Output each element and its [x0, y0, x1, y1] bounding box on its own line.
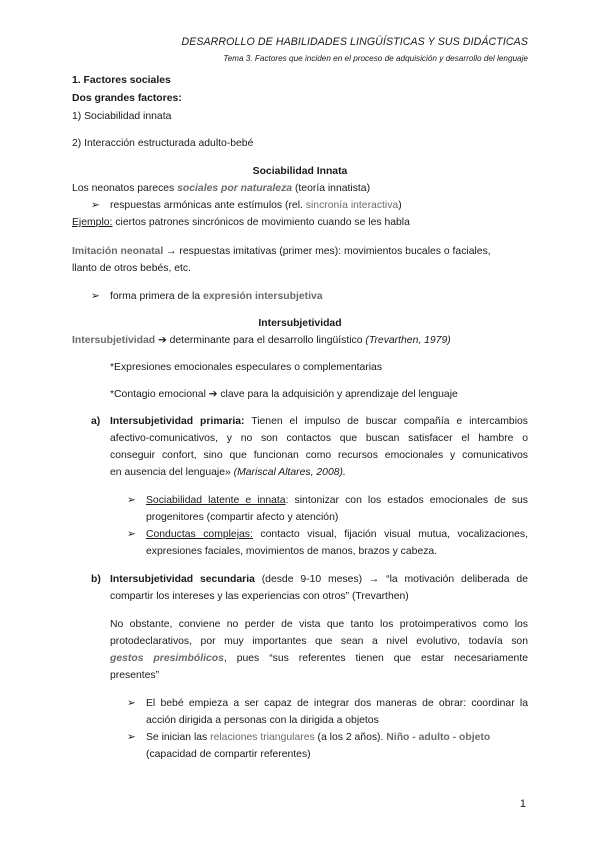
secundaria-bullet-1-line-2: acción dirigida a personas con la dirigida a objetos [146, 715, 379, 726]
imitacion-line-2: llanto de otros bebés, etc. [72, 263, 191, 274]
sociabilidad-line-1: Los neonatos pareces sociales por naturaleza (teoría innatista) [72, 183, 371, 194]
secundaria-bullet-1-line-1: El bebé empieza a ser capaz de integrar dos maneras de obrar: coordinar la [146, 698, 528, 709]
primaria-line-3: conseguir confort, sino que funcionan como recursos emocionales y comunicativos [110, 450, 528, 461]
imitacion-line-1: Imitación neonatal → respuestas imitativas (primer mes): movimientos bucales o faciales, [72, 246, 491, 257]
paragraph-line-2: protodeclarativos, por muy importantes que sean a nivel evolutivo, todavía son [110, 636, 528, 647]
sociabilidad-example: Ejemplo: ciertos patrones sincrónicos de movimiento cuando se les habla [72, 217, 410, 228]
paragraph-line-1: No obstante, conviene no perder de vista que tanto los protoimperativos como los [110, 619, 528, 630]
section-heading: 1. Factores sociales [72, 75, 171, 86]
arrow-bullet-icon: ➢ [91, 291, 100, 302]
sociabilidad-line-6: forma primera de la expresión intersubjetiva [110, 291, 323, 302]
primaria-bullet-2-line-1: Conductas complejas: contacto visual, fijación visual mutua, vocalizaciones, [146, 529, 528, 540]
intersub-line-3: *Contagio emocional ➔ clave para la adquisición y aprendizaje del lenguaje [110, 389, 458, 400]
secundaria-line-1: Intersubjetividad secundaria (desde 9-10 meses) → “la motivación deliberada de [110, 574, 528, 585]
primaria-line-1: Intersubjetividad primaria: Tienen el impulso de buscar compañía e intercambios [110, 416, 528, 427]
factor-item-1: 1) Sociabilidad innata [72, 111, 172, 122]
arrow-bullet-icon: ➢ [127, 529, 136, 540]
intersub-line-2: *Expresiones emocionales especulares o complementarias [110, 362, 383, 373]
paragraph-line-3: gestos presimbólicos, pues “sus referentes tienen que estar necesariamente [110, 653, 529, 664]
factor-item-2: 2) Interacción estructurada adulto-bebé [72, 138, 254, 149]
primaria-line-4: en ausencia del lenguaje» (Mariscal Altares, 2008). [110, 467, 346, 478]
secundaria-bullet-2-line-1: Se inician las relaciones triangulares (a los 2 años). Niño - adulto - objeto [146, 732, 491, 743]
primaria-bullet-1-line-1: Sociabilidad latente e innata: sintonizar con los estados emocionales de sus [146, 495, 529, 506]
sociabilidad-title: Sociabilidad Innata [252, 166, 348, 177]
page-number: 1 [519, 798, 526, 810]
section-subheading: Dos grandes factores: [72, 93, 182, 104]
arrow-bullet-icon: ➢ [127, 495, 136, 506]
primaria-line-2: afectivo-comunicativos, y no son contactos que buscan satisfacer el hambre o [110, 433, 528, 444]
arrow-bullet-icon: ➢ [127, 732, 136, 743]
secundaria-line-2: compartir los intereses y las experiencias con otros” (Trevarthen) [110, 591, 409, 602]
header-title: DESARROLLO DE HABILIDADES LINGÜÍSTICAS Y SUS DIDÁCTICAS [181, 36, 528, 48]
list-label-b: b) [91, 574, 101, 585]
list-label-a: a) [91, 416, 101, 427]
arrow-bullet-icon: ➢ [127, 698, 136, 709]
primaria-bullet-1-line-2: progenitores (compartir afecto y atención) [146, 512, 339, 523]
intersub-title: Intersubjetividad [258, 318, 342, 329]
secundaria-bullet-2-line-2: (capacidad de compartir referentes) [146, 749, 311, 760]
sociabilidad-line-2: respuestas armónicas ante estímulos (rel. sincronía interactiva) [110, 200, 402, 211]
intersub-line-1: Intersubjetividad ➔ determinante para el desarrollo lingüístico (Trevarthen, 1979) [72, 335, 451, 346]
arrow-bullet-icon: ➢ [91, 200, 100, 211]
header-subtitle: Tema 3. Factores que inciden en el proceso de adquisición y desarrollo del lenguaje [223, 54, 528, 63]
paragraph-line-4: presentes” [110, 670, 160, 681]
primaria-bullet-2-line-2: expresiones faciales, movimientos de manos, brazos y cabeza. [146, 546, 438, 557]
